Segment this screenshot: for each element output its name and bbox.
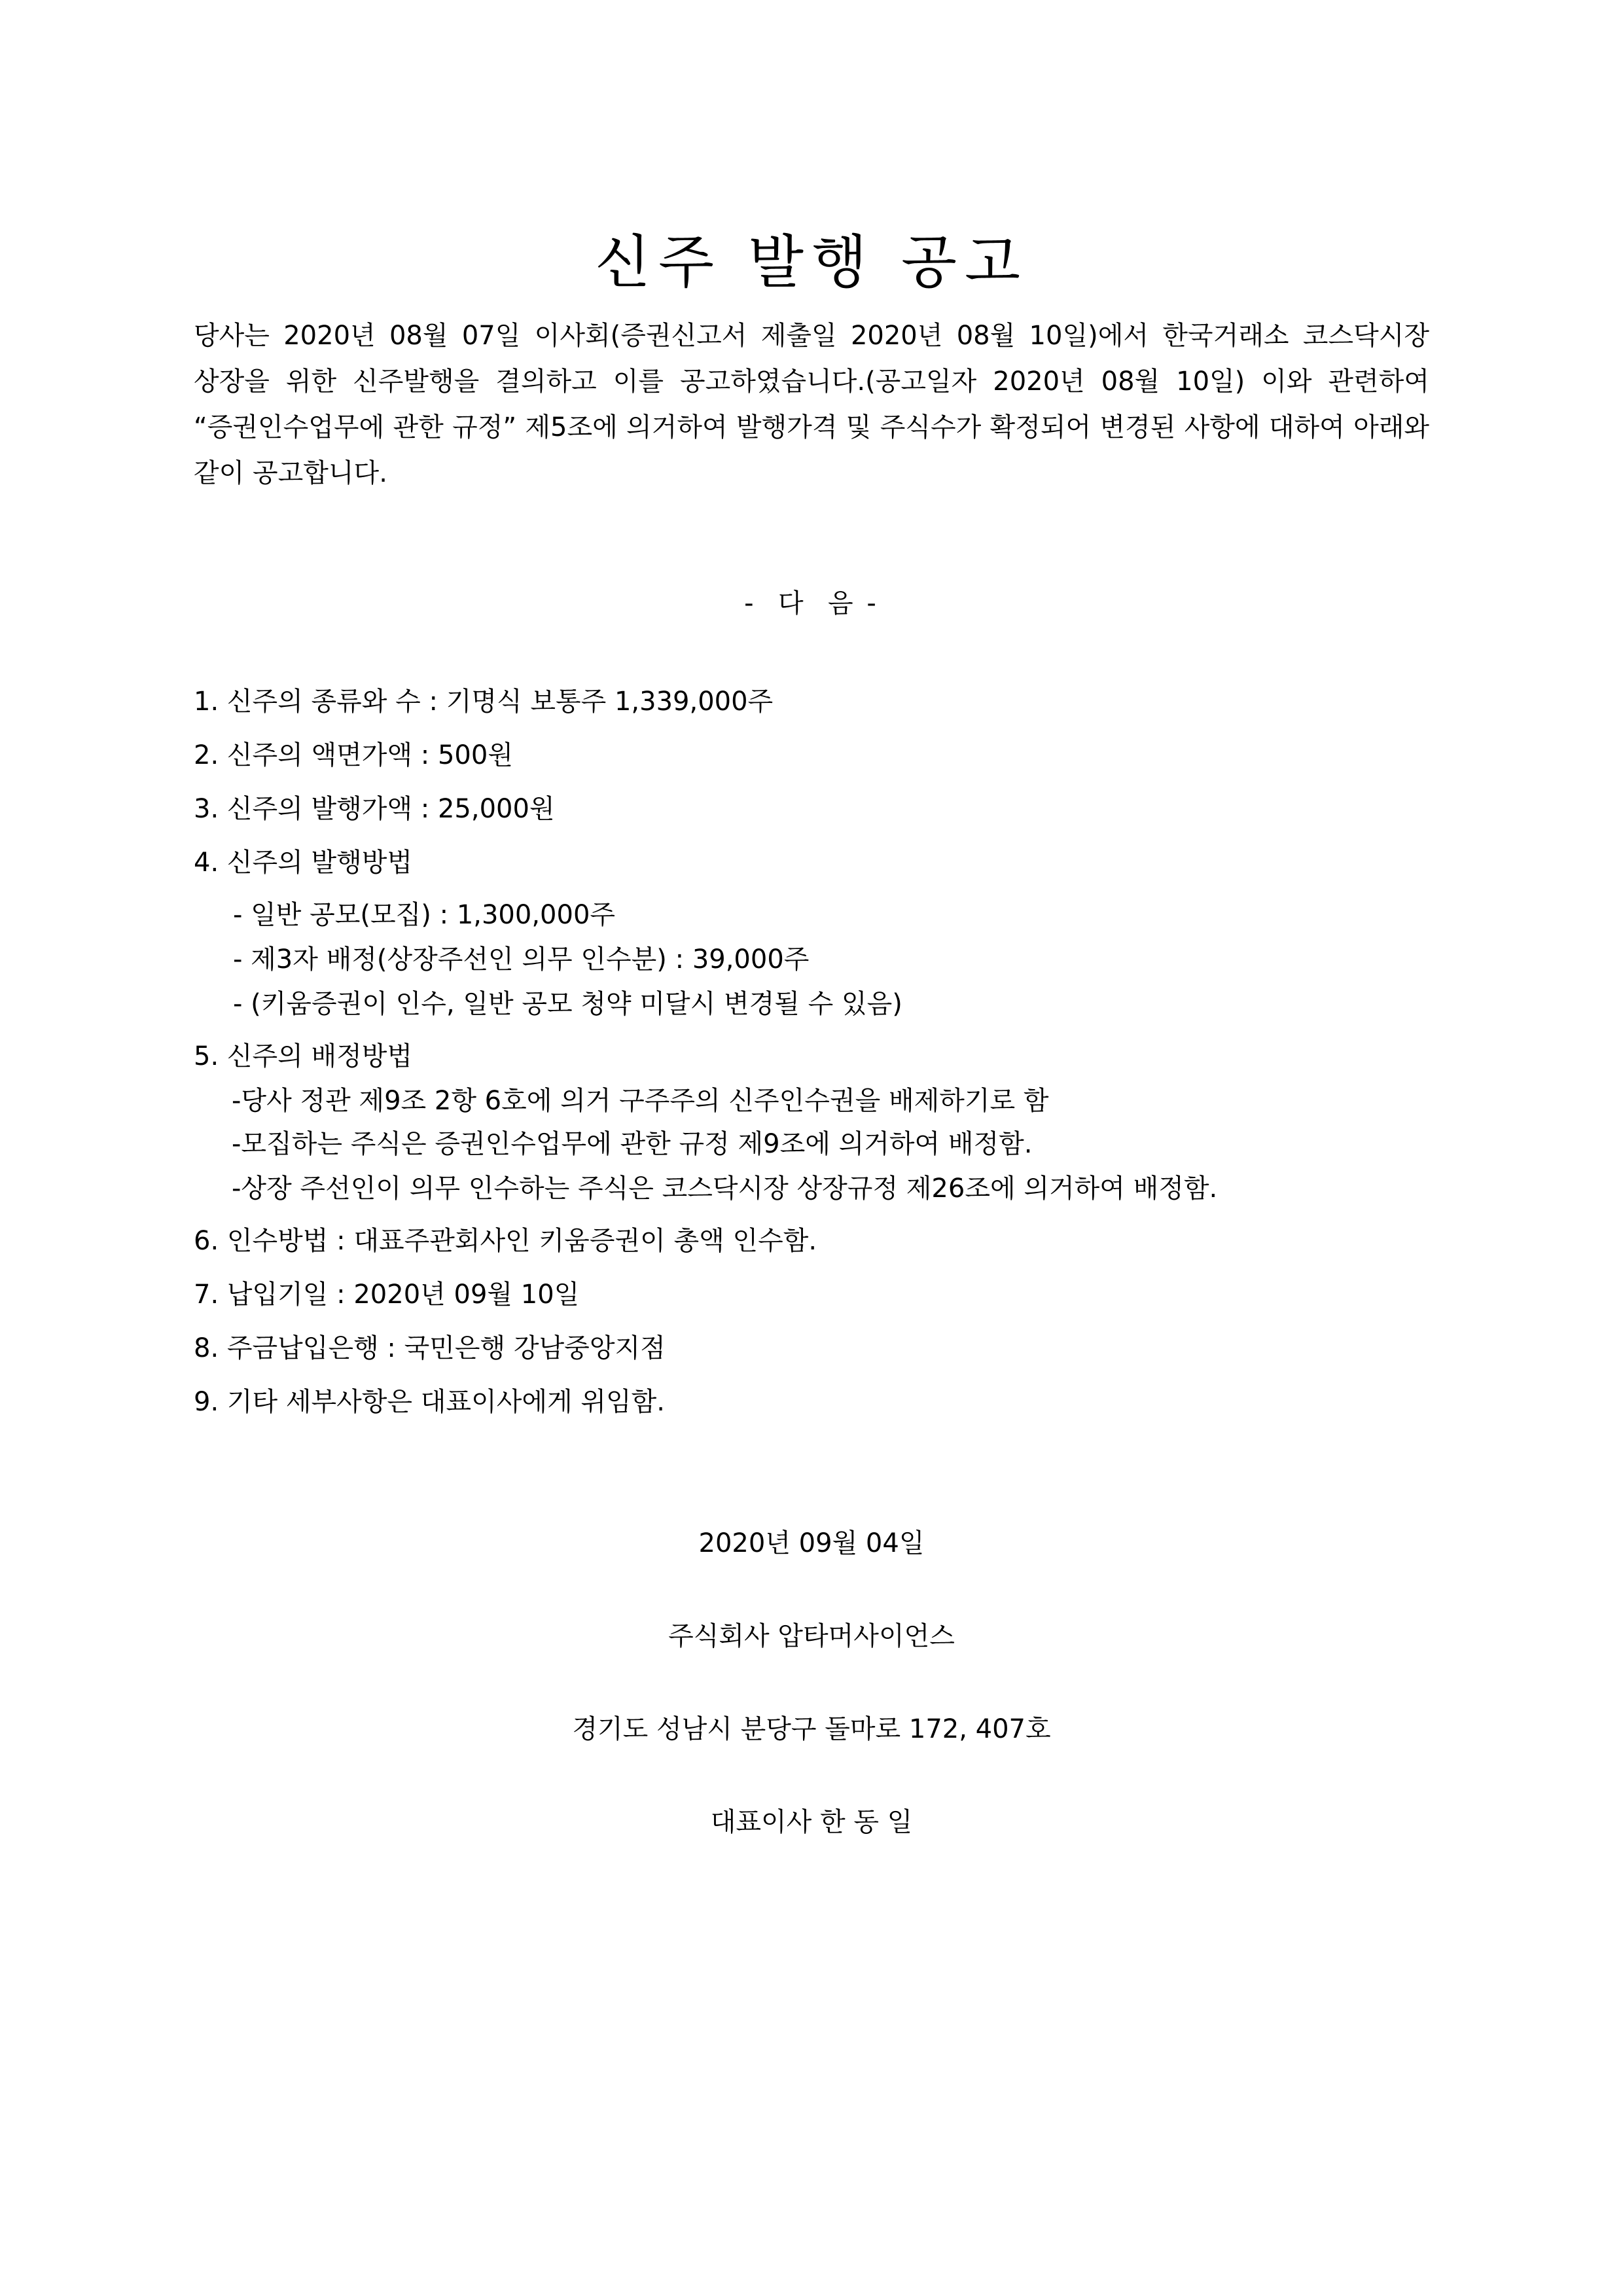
item-5-sub-1: -당사 정관 제9조 2항 6호에 의거 구주주의 신주인수권을 배제하기로 함 xyxy=(232,1086,1049,1116)
item-5-sub-2: -모집하는 주식은 증권인수업무에 관한 규정 제9조에 의거하여 배정함. xyxy=(232,1129,1033,1159)
item-4-sub-1: - 일반 공모(모집) : 1,300,000주 xyxy=(233,900,616,930)
item-5: 5. 신주의 배정방법 xyxy=(194,1041,413,1071)
item-8: 8. 주금납입은행 : 국민은행 강남중앙지점 xyxy=(194,1333,666,1363)
item-4-sub-2: - 제3자 배정(상장주선인 의무 인수분) : 39,000주 xyxy=(233,944,810,975)
intro-text: 당사는 2020년 08월 07일 이사회(증권신고서 제출일 2020년 08월 10일)에서 한국거래소 코스닥시장 상장을 위한 신주발행을 결의하고 이를 공고하였습니다.(공고일자 2020년 08월 10일) 이와 관련하여 “증권인수업무에 관한 규정” 제5조에 의거하여 발행가격 및 주식수가 확정되어 변경된 사항에 대하여 아래와 같이 공고합니다. xyxy=(194,321,1429,488)
company-address: 경기도 성남시 분당구 돌마로 172, 407호 xyxy=(572,1714,1051,1744)
item-6: 6. 인수방법 : 대표주관회사인 키움증권이 총액 인수함. xyxy=(194,1226,817,1256)
item-2: 2. 신주의 액면가액 : 500원 xyxy=(194,740,513,770)
item-3: 3. 신주의 발행가액 : 25,000원 xyxy=(194,794,555,824)
item-4: 4. 신주의 발행방법 xyxy=(194,848,413,878)
item-9: 9. 기타 세부사항은 대표이사에게 위임함. xyxy=(194,1387,665,1417)
item-7: 7. 납입기일 : 2020년 09월 10일 xyxy=(194,1280,580,1310)
notice-date: 2020년 09월 04일 xyxy=(698,1528,925,1558)
page-title: 신주 발행 공고 xyxy=(595,228,1028,296)
company-name: 주식회사 압타머사이언스 xyxy=(668,1621,955,1651)
representative: 대표이사 한 동 일 xyxy=(710,1807,913,1837)
item-1: 1. 신주의 종류와 수 : 기명식 보통주 1,339,000주 xyxy=(194,687,774,717)
item-5-sub-3: -상장 주선인이 의무 인수하는 주식은 코스닥시장 상장규정 제26조에 의거하여 배정함. xyxy=(232,1174,1218,1204)
section-separator: - 다 음 - xyxy=(744,588,879,619)
intro-paragraph xyxy=(194,313,1429,496)
item-4-sub-3: - (키움증권이 인수, 일반 공모 청약 미달시 변경될 수 있음) xyxy=(233,989,902,1019)
